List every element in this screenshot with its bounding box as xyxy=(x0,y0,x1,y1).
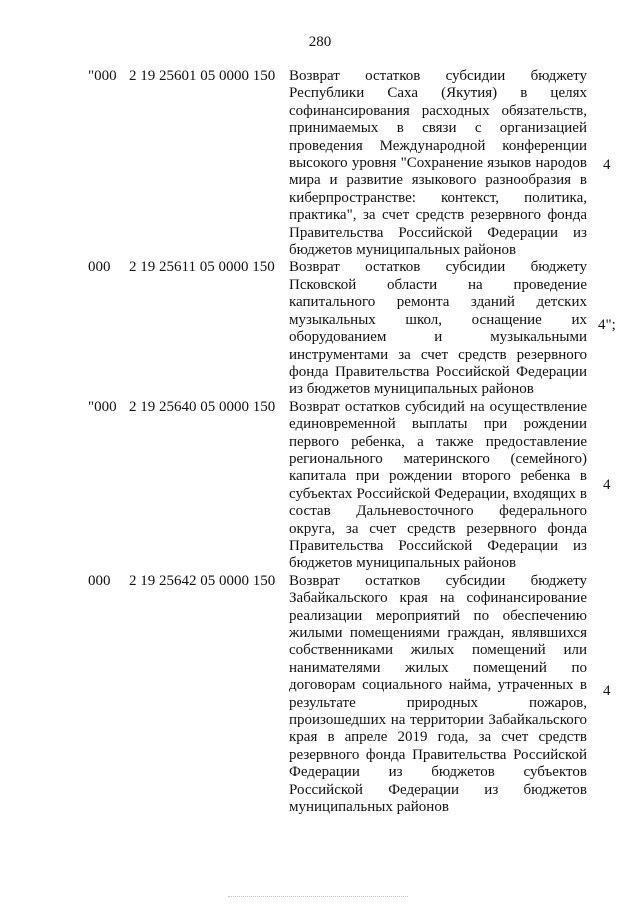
description-line: реализации мероприятий по обеспечению xyxy=(289,607,587,624)
description-line: Правительства Российской Федерации из xyxy=(289,537,587,554)
description-line: собственниками жилых помещений или xyxy=(289,642,587,659)
description-line: округа, за счет средств резервного фонда xyxy=(289,520,587,537)
description-line: края в апреле 2019 года, за счет средств xyxy=(289,729,587,746)
description-line: субъектах Российской Федерации, входящих в xyxy=(289,485,587,502)
description-line: принимаемых в связи с организацией xyxy=(289,120,587,137)
admin-code: 000 xyxy=(88,259,111,276)
admin-code: "000 xyxy=(88,68,117,84)
budget-classification-code: 2 19 25642 05 0000 150 xyxy=(129,572,276,589)
budget-code-table xyxy=(0,68,640,816)
row-value: 4 xyxy=(603,682,611,699)
description-line: Федерации из бюджетов субъектов xyxy=(289,764,587,781)
budget-classification-code: 2 19 25640 05 0000 150 xyxy=(129,398,276,415)
description-line: результате природных пожаров, xyxy=(289,694,587,711)
row-description xyxy=(289,399,587,573)
description-line: Возврат остатков субсидии бюджету xyxy=(289,259,587,276)
description-line: регионального материнского (семейного) xyxy=(289,450,587,467)
description-line: фонда Правительства Российской Федерации xyxy=(289,363,587,380)
description-line: Псковской области на проведение xyxy=(289,276,587,293)
scan-artifact xyxy=(228,896,408,901)
description-line: практика", за счет средств резервного фонда xyxy=(289,207,587,224)
description-line: состав Дальневосточного федерального xyxy=(289,503,587,520)
admin-code: 000 xyxy=(88,572,111,589)
description-line: нанимателями жилых помещений по xyxy=(289,659,587,676)
description-line: киберпространстве: контекст, политика, xyxy=(289,189,587,206)
description-line: высокого уровня "Сохранение языков народов xyxy=(289,155,587,172)
description-line: резервного фонда Правительства Российской xyxy=(289,746,587,763)
description-line: музыкальных школ, оснащение их xyxy=(289,311,587,328)
description-line: капитального ремонта зданий детских xyxy=(289,294,587,311)
row-value: 4"; xyxy=(598,317,616,334)
description-line: мира и развитие языкового разнообразия в xyxy=(289,172,587,189)
description-line: Республики Саха (Якутия) в целях xyxy=(289,85,587,102)
description-line: софинансирования расходных обязательств, xyxy=(289,102,587,119)
description-line: Возврат остатков субсидии бюджету xyxy=(289,68,587,84)
description-line: бюджетов муниципальных районов xyxy=(289,555,517,572)
description-line: произошедших на территории Забайкальского xyxy=(289,712,587,729)
table-row xyxy=(0,399,640,573)
table-row xyxy=(0,259,640,398)
description-line: Возврат остатков субсидии бюджету xyxy=(289,572,587,589)
row-description xyxy=(289,259,587,398)
page-number: 280 xyxy=(308,34,332,50)
description-line: Забайкальского края на софинансирование xyxy=(289,590,587,607)
description-line: муниципальных районов xyxy=(289,799,449,816)
description-line: договорам социального найма, утраченных в xyxy=(289,677,587,694)
description-line: Российской Федерации из бюджетов xyxy=(289,781,587,798)
row-description xyxy=(289,573,587,817)
description-line: из бюджетов муниципальных районов xyxy=(289,381,534,398)
description-line: проведения Международной конференции xyxy=(289,137,587,154)
description-line: капитала при рождении второго ребенка в xyxy=(289,468,587,485)
description-line: жилыми помещениями граждан, являвшихся xyxy=(289,625,587,641)
budget-classification-code: 2 19 25601 05 0000 150 xyxy=(129,68,276,84)
row-value: 4 xyxy=(603,157,611,173)
description-line: единовременной выплаты при рождении xyxy=(289,416,587,433)
table-row xyxy=(0,573,640,817)
description-line: Правительства Российской Федерации из xyxy=(289,224,587,241)
description-line: Возврат остатков субсидий на осуществление xyxy=(289,398,587,415)
table-row xyxy=(0,68,640,259)
row-description xyxy=(289,68,587,259)
description-line: инструментами за счет средств резервного xyxy=(289,346,587,363)
description-line: первого ребенка, а также предоставление xyxy=(289,433,587,450)
row-value: 4 xyxy=(603,476,611,493)
budget-classification-code: 2 19 25611 05 0000 150 xyxy=(129,259,275,276)
admin-code: "000 xyxy=(88,398,117,415)
description-line: бюджетов муниципальных районов xyxy=(289,242,517,259)
description-line: оборудованием и музыкальными xyxy=(289,329,587,346)
